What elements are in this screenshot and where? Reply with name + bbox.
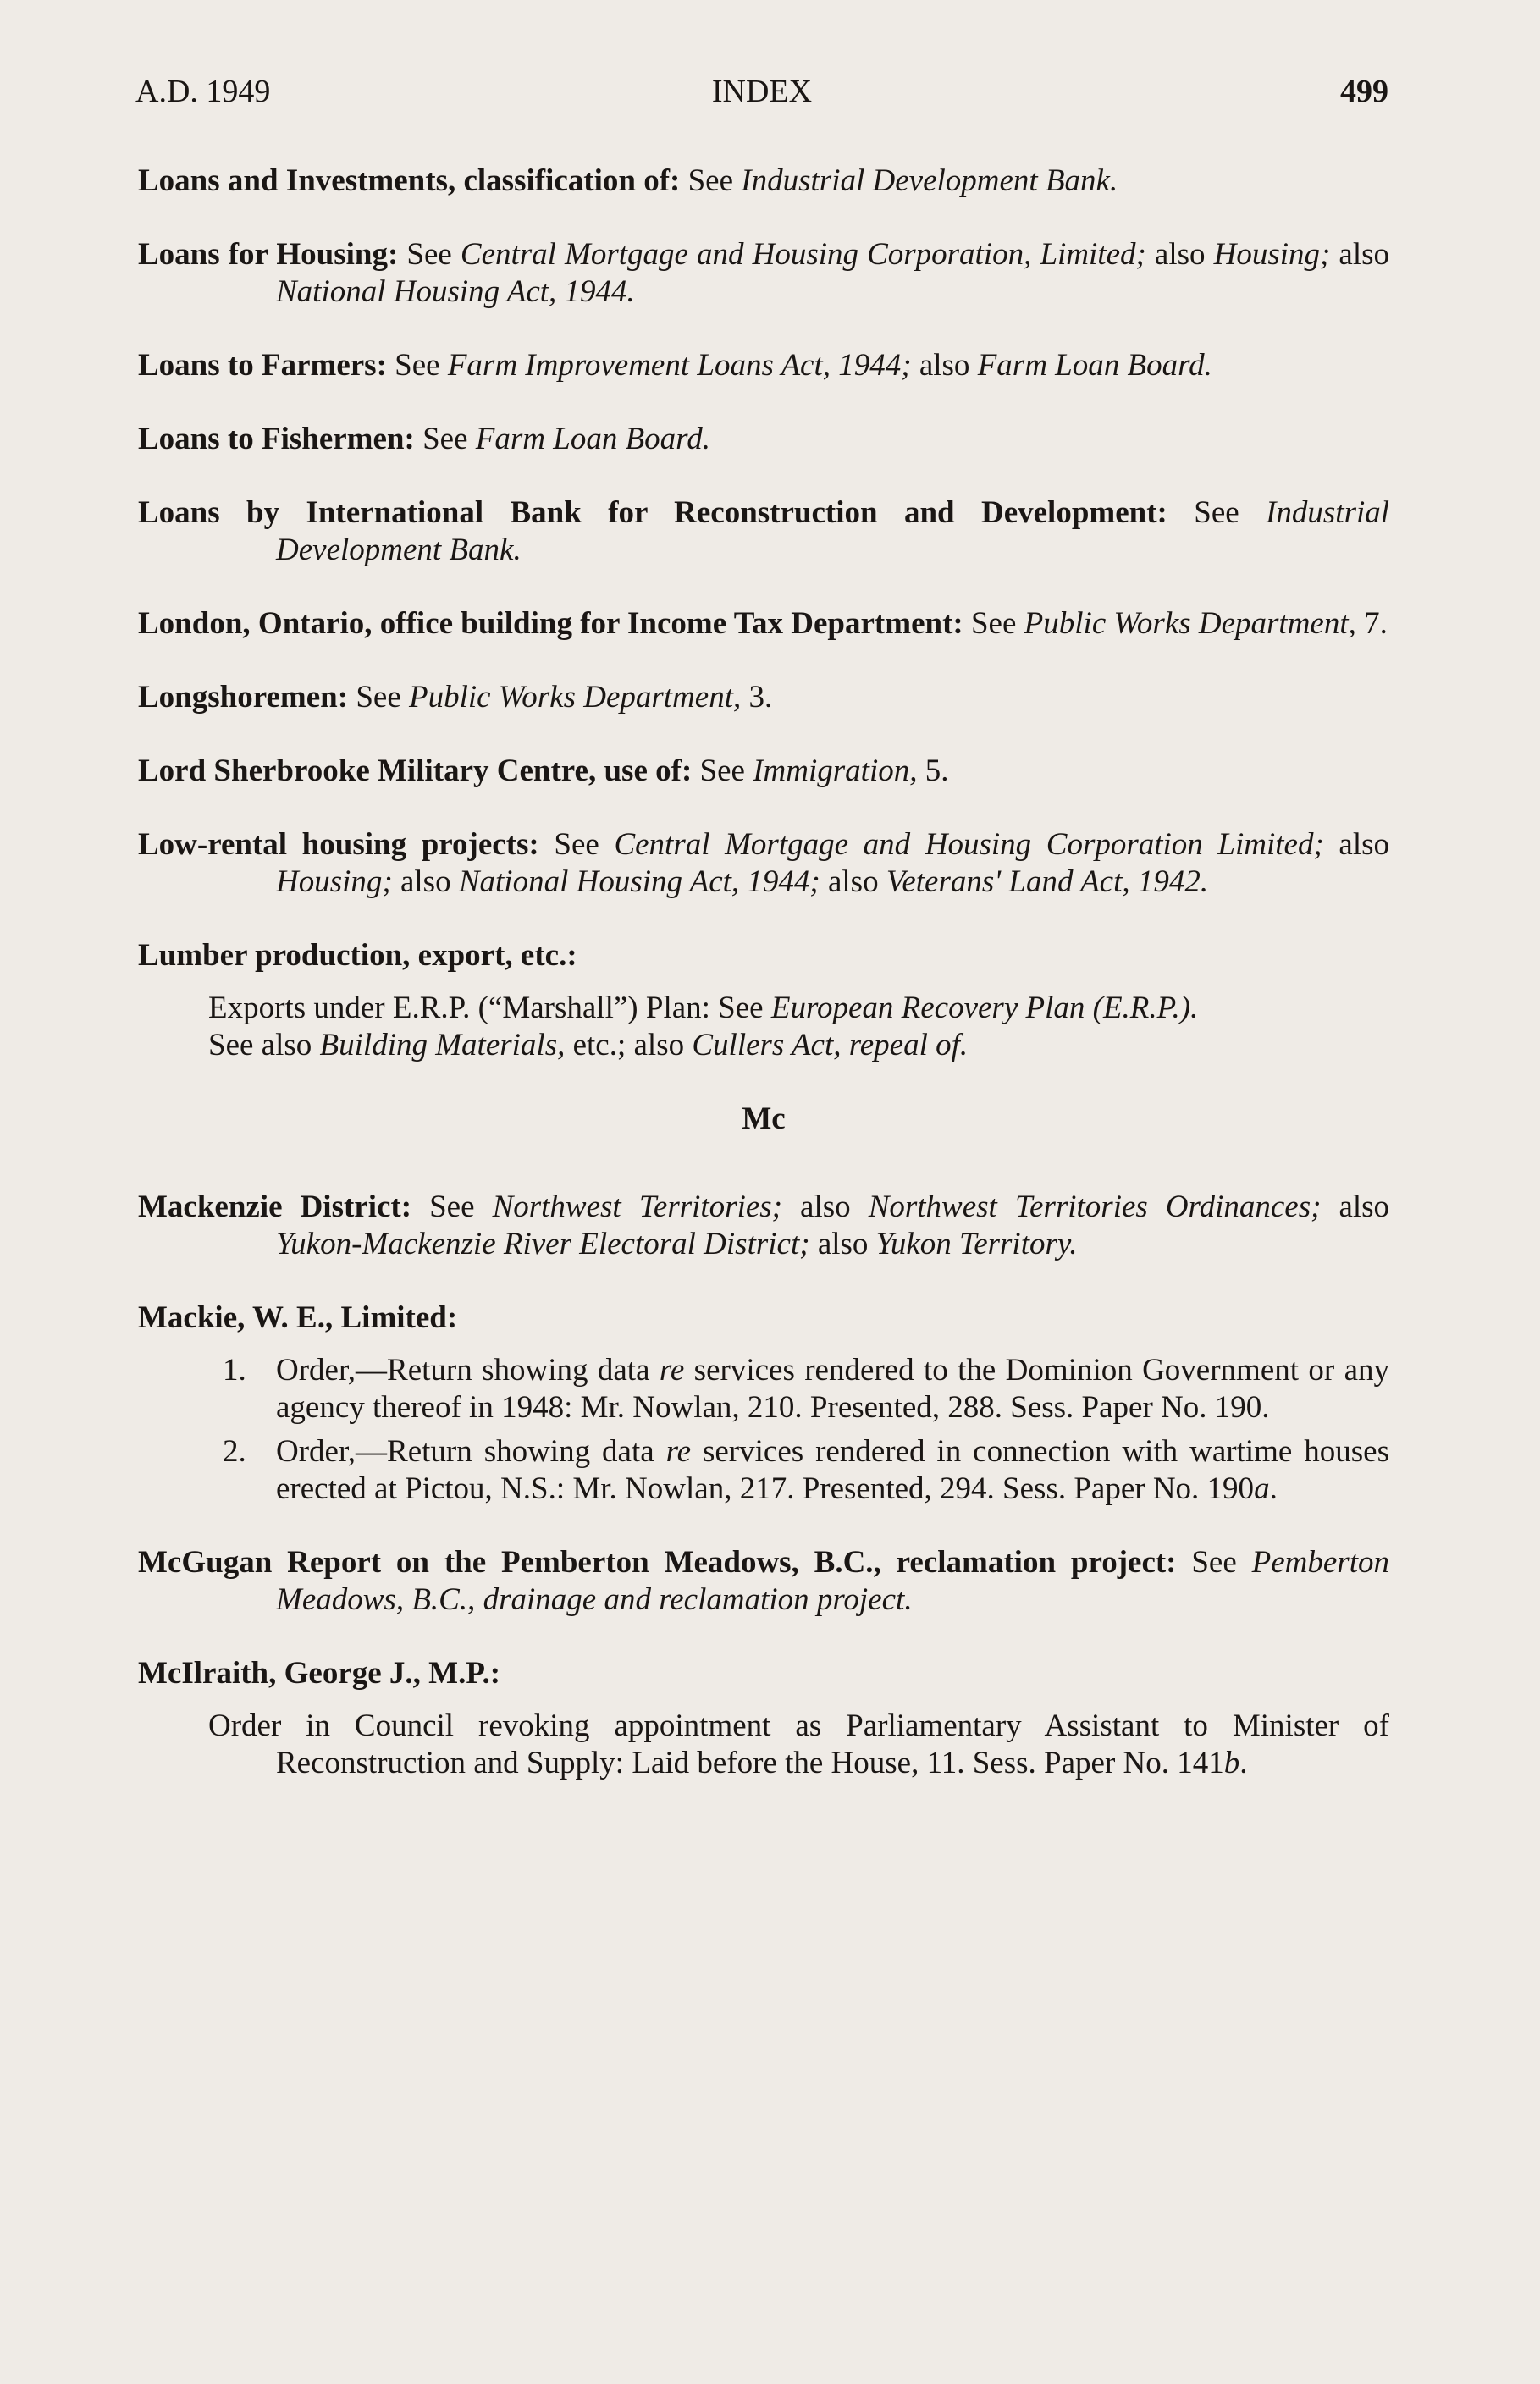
header-title: INDEX	[711, 74, 813, 109]
index-entry: McGugan Report on the Pemberton Meadows, B.C., reclamation project: See Pemberton Meadows, B.C., drainage and reclamation project.	[138, 1545, 1389, 1617]
cross-reference: European Recovery Plan (E.R.P.).	[770, 991, 1199, 1025]
cross-reference: Farm Improvement Loans Act, 1944;	[447, 348, 912, 383]
index-entry: Loans by International Bank for Reconstruction and Development: See Industrial Development Bank.	[138, 495, 1390, 567]
cross-reference: Farm Loan Board.	[977, 348, 1212, 383]
entry-heading: Loans by International Bank for Reconstruction and Development:	[138, 495, 1167, 530]
cross-reference: Veterans' Land Act, 1942.	[886, 864, 1209, 899]
cross-reference: Cullers Act, repeal of.	[692, 1028, 969, 1062]
entry-heading: Mackie, W. E., Limited:	[138, 1300, 458, 1335]
entry-heading: Longshoremen:	[138, 680, 349, 715]
cross-reference: National Housing Act, 1944;	[458, 864, 820, 899]
sub-entry: Order in Council revoking appointment as Parliamentary Assistant to Minister of Reconstruction and Supply: Laid before the House, 11. Sess. Paper No. 141b.	[208, 1708, 1389, 1780]
cross-reference: Public Works Department,	[1024, 606, 1356, 641]
numbered-item: 2. Order,—Return showing data re services rendered in connection with wartime houses erected at Pictou, N.S.: Mr. Nowlan, 217. Presented, 294. Sess. Paper No. 190a.	[223, 1434, 1389, 1506]
index-entry	[138, 1655, 1389, 1692]
sub-entries	[138, 1708, 1389, 1782]
cross-reference: Immigration,	[753, 753, 918, 788]
cross-reference: Central Mortgage and Housing Corporation, Limited;	[460, 237, 1146, 272]
index-entry: Mackenzie District: See Northwest Territories; also Northwest Territories Ordinances; also Yukon-Mackenzie River Electoral District; also Yukon Territory.	[138, 1189, 1390, 1261]
cross-reference: Yukon Territory.	[875, 1227, 1078, 1261]
index-entry	[138, 937, 1389, 974]
page-number: 499	[1340, 74, 1388, 109]
cross-reference: Northwest Territories;	[492, 1189, 783, 1224]
cross-reference: Industrial Development Bank.	[276, 495, 1390, 567]
cross-reference: Housing;	[276, 864, 393, 899]
index-entry: London, Ontario, office building for Income Tax Department: See Public Works Department, 7.	[138, 606, 1388, 641]
entry-heading: Lumber production, export, etc.:	[138, 938, 577, 973]
item-number: 1.	[223, 1353, 246, 1388]
cross-reference: Public Works Department,	[409, 680, 742, 715]
cross-reference: Building Materials,	[319, 1028, 566, 1062]
index-entry: Lord Sherbrooke Military Centre, use of: See Immigration, 5.	[138, 753, 949, 788]
cross-reference: Northwest Territories Ordinances;	[868, 1189, 1322, 1224]
entry-heading: McGugan Report on the Pemberton Meadows, B.C., reclamation project:	[138, 1545, 1177, 1580]
index-entry: Low-rental housing projects: See Central Mortgage and Housing Corporation Limited; also Housing; also National Housing Act, 1944; also Veterans' Land Act, 1942.	[138, 827, 1390, 899]
header-year: A.D. 1949	[135, 74, 271, 109]
entry-heading: Lord Sherbrooke Military Centre, use of:	[138, 753, 693, 788]
cross-reference: Farm Loan Board.	[475, 422, 710, 456]
entry-heading: London, Ontario, office building for Income Tax Department:	[138, 606, 963, 641]
numbered-items	[138, 1352, 1389, 1508]
cross-reference: Yukon-Mackenzie River Electoral District;	[276, 1227, 810, 1261]
entry-heading: Loans for Housing:	[138, 237, 399, 272]
index-entry: Loans to Farmers: See Farm Improvement Loans Act, 1944; also Farm Loan Board.	[138, 348, 1212, 383]
entry-heading: Mackenzie District:	[138, 1189, 412, 1224]
item-number: 2.	[223, 1434, 246, 1469]
entry-heading: McIlraith, George J., M.P.:	[138, 1656, 501, 1691]
numbered-item: 1. Order,—Return showing data re services rendered to the Dominion Government or any agency thereof in 1948: Mr. Nowlan, 210. Presented, 288. Sess. Paper No. 190.	[223, 1353, 1389, 1425]
index-entry: Longshoremen: See Public Works Department, 3.	[138, 680, 773, 715]
section-heading: Mc	[742, 1101, 786, 1136]
index-entries	[138, 163, 1389, 1818]
index-entry: Loans for Housing: See Central Mortgage and Housing Corporation, Limited; also Housing; also National Housing Act, 1944.	[138, 237, 1390, 309]
index-entry: Loans and Investments, classification of: See Industrial Development Bank.	[138, 163, 1118, 198]
cross-reference: Central Mortgage and Housing Corporation Limited;	[614, 827, 1324, 862]
cross-reference: Pemberton Meadows, B.C., drainage and reclamation project.	[276, 1545, 1389, 1617]
sub-entry: See also Building Materials, etc.; also Cullers Act, repeal of.	[208, 1028, 969, 1062]
cross-reference: Housing;	[1213, 237, 1331, 272]
entry-heading: Loans to Fishermen:	[138, 422, 415, 456]
index-entry: Loans to Fishermen: See Farm Loan Board.	[138, 422, 710, 456]
page-header	[135, 73, 1388, 124]
cross-reference: Industrial Development Bank.	[741, 163, 1118, 198]
index-entry	[138, 1300, 1389, 1337]
entry-heading: Loans and Investments, classification of:	[138, 163, 681, 198]
cross-reference: National Housing Act, 1944.	[276, 274, 635, 309]
entry-heading: Loans to Farmers:	[138, 348, 387, 383]
sub-entry: Exports under E.R.P. (“Marshall”) Plan: See European Recovery Plan (E.R.P.).	[208, 991, 1199, 1025]
entry-heading: Low-rental housing projects:	[138, 827, 539, 862]
sub-entries	[138, 990, 1389, 1064]
